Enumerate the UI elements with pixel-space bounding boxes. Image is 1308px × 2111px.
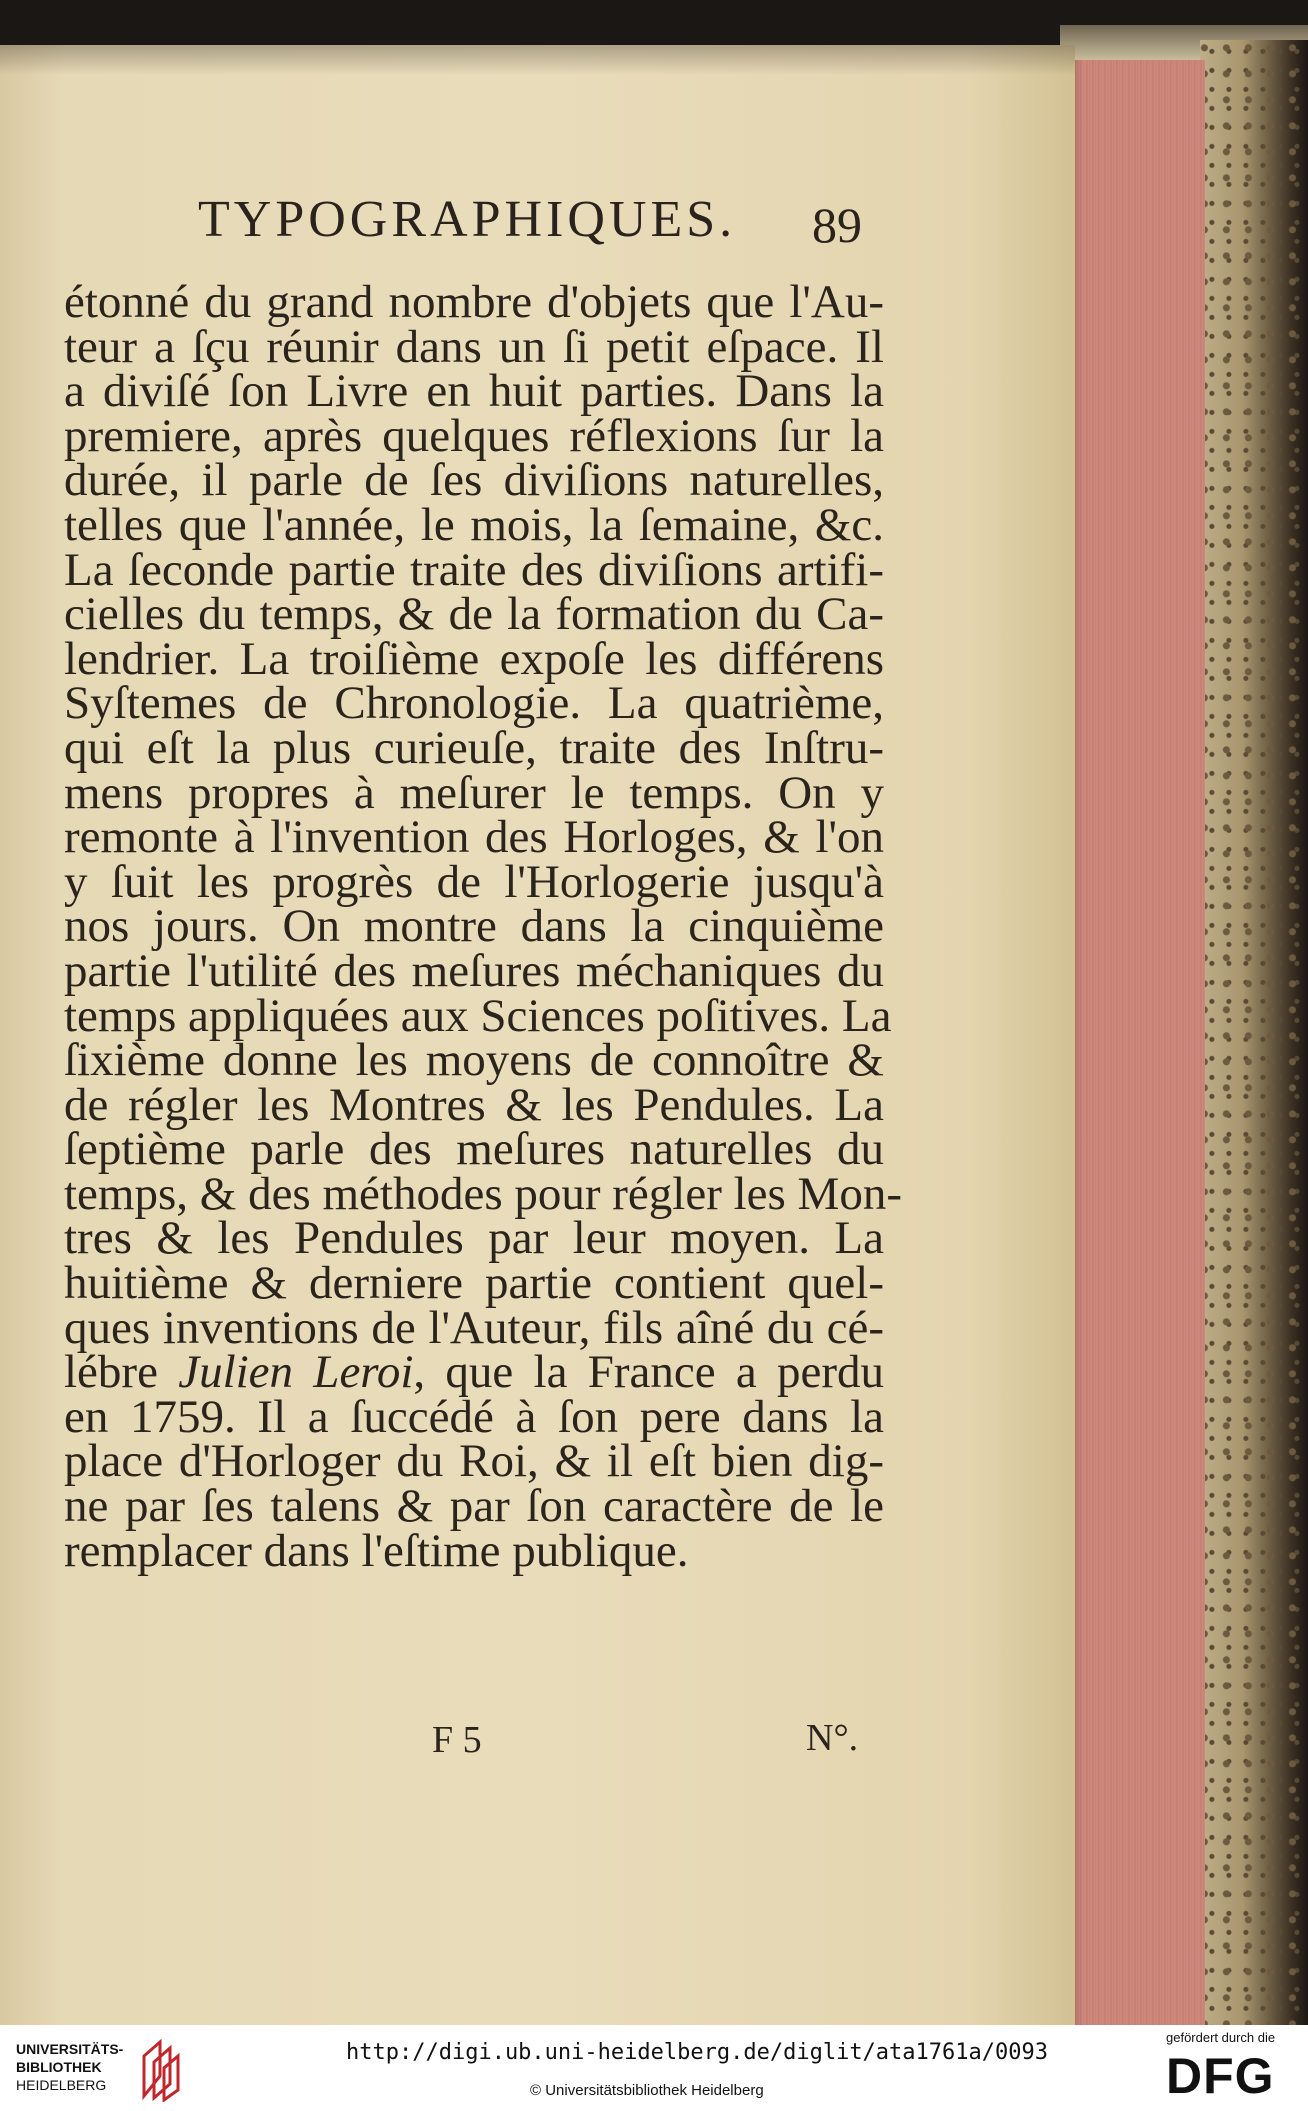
library-line2: BIBLIOTHEK bbox=[16, 2059, 102, 2075]
page-top-shadow bbox=[0, 45, 1075, 75]
page-fore-edge bbox=[1065, 60, 1205, 2025]
text-line: durée, il parle de ſes diviſions naturelles, bbox=[64, 454, 884, 507]
text-line: lendrier. La troiſième expoſe les différens bbox=[64, 632, 884, 685]
text-line: remplacer dans l'eſtime publique. bbox=[64, 1524, 689, 1577]
text-line: en 1759. Il a ſuccédé à ſon pere dans la bbox=[64, 1390, 884, 1443]
library-line3: HEIDELBERG bbox=[16, 2077, 107, 2093]
library-logo-icon bbox=[138, 2036, 182, 2102]
text-line: mens propres à meſurer le temps. On y bbox=[64, 766, 884, 819]
text-line: y ſuit les progrès de l'Horlogerie jusqu'à bbox=[64, 855, 884, 908]
text-line: premiere, après quelques réflexions ſur la bbox=[64, 409, 884, 462]
running-head: TYPOGRAPHIQUES. bbox=[198, 191, 737, 248]
text-fragment: lébre bbox=[64, 1346, 179, 1399]
text-line: Syſtemes de Chronologie. La quatrième, bbox=[64, 677, 884, 730]
text-line: qui eſt la plus curieuſe, traite des Inſtru- bbox=[64, 721, 884, 774]
library-line1: UNIVERSITÄTS- bbox=[16, 2041, 124, 2057]
text-line-julien bbox=[64, 1346, 885, 1399]
text-line: tres & les Pendules par leur moyen. La bbox=[64, 1212, 884, 1265]
text-line: temps, & des méthodes pour régler les Mon- bbox=[64, 1167, 902, 1220]
text-line: La ſeconde partie traite des diviſions artifi- bbox=[64, 543, 884, 596]
copyright-notice: © Universitätsbibliothek Heidelberg bbox=[530, 2082, 764, 2099]
catchword: N°. bbox=[806, 1717, 859, 1759]
text-line: teur a ſçu réunir dans un ſi petit eſpace. Il bbox=[64, 320, 884, 373]
page-header bbox=[0, 190, 1075, 260]
permalink-url[interactable]: http://digi.ub.uni-heidelberg.de/diglit/ata1761a/0093 bbox=[346, 2040, 1048, 2065]
text-line: temps appliquées aux Sciences poſitives. La bbox=[64, 989, 892, 1042]
book-cover-board bbox=[1200, 40, 1308, 2025]
body-text bbox=[64, 276, 902, 1577]
funder-caption: gefördert durch die bbox=[1166, 2030, 1276, 2045]
text-line: cielles du temps, & de la formation du Ca- bbox=[64, 588, 884, 641]
page-number: 89 bbox=[812, 197, 862, 253]
signature-mark: F 5 bbox=[432, 1719, 482, 1761]
dfg-logo: DFG bbox=[1166, 2048, 1275, 2104]
text-line: ſeptième parle des meſures naturelles du bbox=[64, 1123, 884, 1176]
text-line: ſixième donne les moyens de connoître & bbox=[64, 1034, 884, 1087]
text-line: ne par ſes talens & par ſon caractère de le bbox=[64, 1480, 884, 1533]
library-name bbox=[16, 2040, 123, 2094]
text-line: de régler les Montres & les Pendules. La bbox=[64, 1078, 884, 1131]
text-line: étonné du grand nombre d'objets que l'Au- bbox=[64, 276, 884, 328]
text-line: telles que l'année, le mois, la ſemaine, &c. bbox=[64, 498, 884, 551]
text-line: remonte à l'invention des Horloges, & l'on bbox=[64, 811, 884, 864]
text-line: ques inventions de l'Auteur, fils aîné du cé- bbox=[64, 1301, 884, 1354]
text-line: place d'Horloger du Roi, & il eſt bien dig- bbox=[64, 1435, 884, 1488]
text-line: nos jours. On montre dans la cinquième bbox=[64, 900, 884, 953]
italic-name: Julien Leroi bbox=[178, 1346, 414, 1399]
text-line: huitième & derniere partie contient quel- bbox=[64, 1257, 884, 1310]
text-fragment: , que la France a perdu bbox=[413, 1346, 885, 1399]
text-line: partie l'utilité des meſures méchaniques du bbox=[64, 944, 884, 997]
text-line: a diviſé ſon Livre en huit parties. Dans la bbox=[64, 365, 884, 418]
